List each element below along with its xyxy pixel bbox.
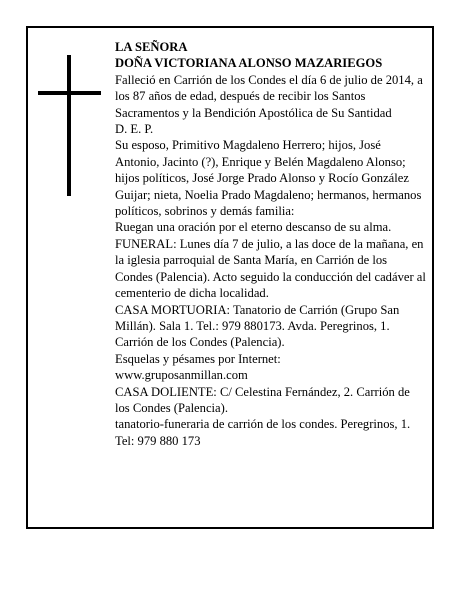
mortuary-details: CASA MORTUORIA: Tanatorio de Carrión (Grupo San Millán). Sala 1. Tel.: 979 880173. Avda. Peregrinos, 1. Carrión de los Condes (Palencia). — [115, 302, 400, 350]
deceased-name: DOÑA VICTORIANA ALONSO MAZARIEGOS — [115, 56, 383, 71]
title: LA SEÑORA — [115, 40, 188, 54]
grieving-house: CASA DOLIENTE: C/ Celestina Fernández, 2. Carrión de los Condes (Palencia). — [115, 384, 410, 415]
website-link: www.gruposanmillan.com — [115, 368, 248, 383]
obituary-notice — [26, 26, 434, 529]
internet-label: Esquelas y pésames por Internet: — [115, 351, 281, 366]
cross-icon — [67, 55, 71, 196]
rip-text: D. E. P. — [115, 122, 154, 137]
family-list: Su esposo, Primitivo Magdaleno Herrero; hijos, José Antonio, Jacinto (?), Enrique y Belén Magdaleno Alonso; hijos políticos, José Jorge Prado Alonso y Rocío González Guijar; nieta, Noelia Prado Magdaleno; hermanos, hermanos políticos, sobrinos y demás familia: — [115, 138, 422, 219]
obituary-text — [115, 39, 427, 449]
funeral-details: FUNERAL: Lunes día 7 de julio, a las doce de la mañana, en la iglesia parroquial de Santa María, en Carrión de los Condes (Palencia). Acto seguido la conducción del cadáver al cementerio de dicha localidad. — [115, 236, 426, 301]
prayer-request: Ruegan una oración por el eterno descanso de su alma. — [115, 220, 392, 235]
death-statement: Falleció en Carrión de los Condes el día 6 de julio de 2014, a los 87 años de edad, después de recibir los Santos Sacramentos y la Bendición Apostólica de Su Santidad — [115, 72, 423, 120]
cross-icon-arm — [38, 91, 101, 95]
funeral-home: tanatorio-funeraria de carrión de los condes. Peregrinos, 1. Tel: 979 880 173 — [115, 417, 411, 448]
